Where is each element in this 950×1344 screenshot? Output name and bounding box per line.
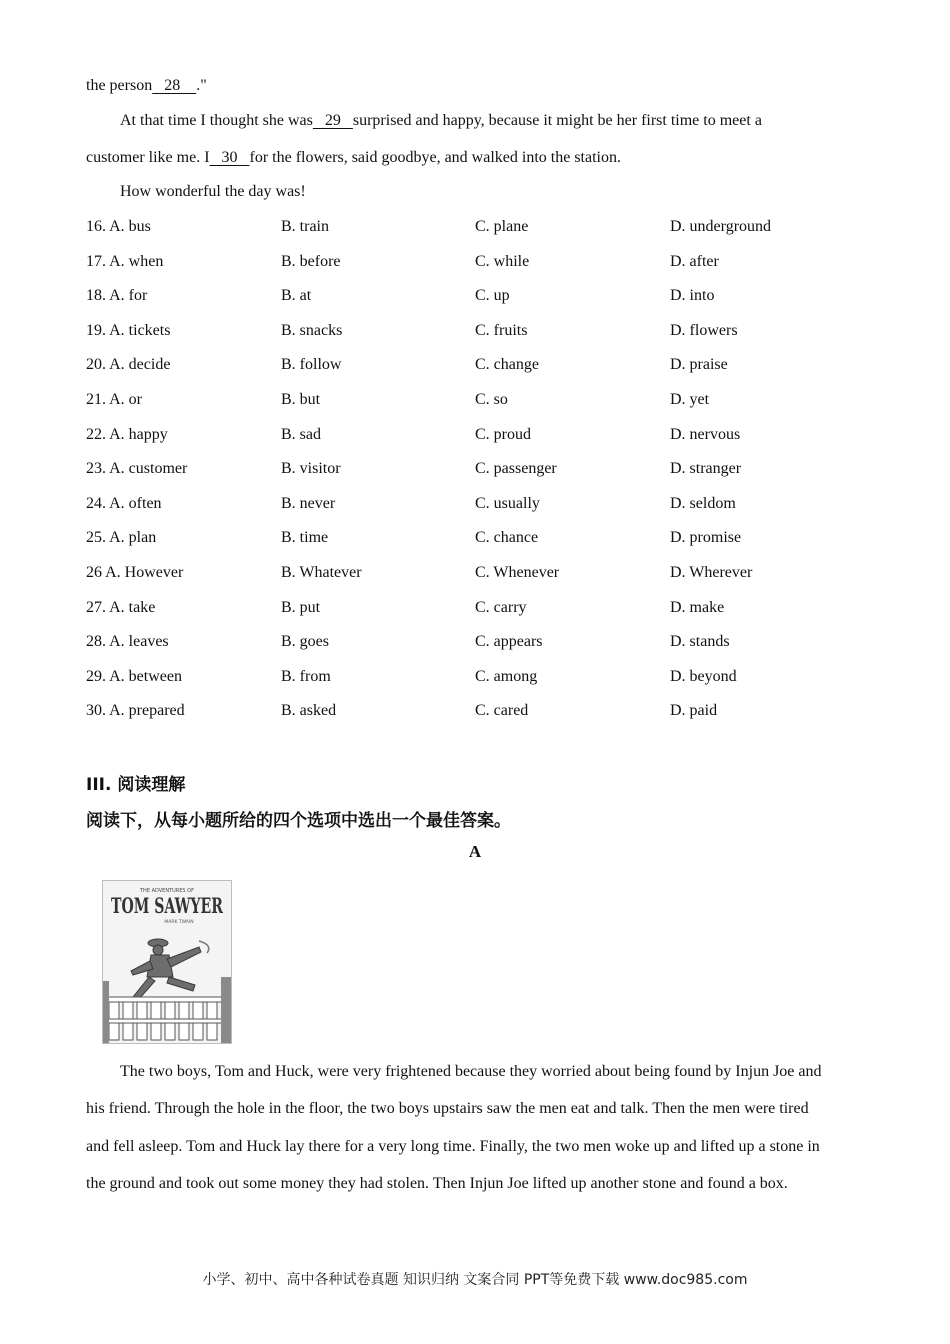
option-b: B. goes [281, 633, 329, 651]
option-b: B. never [281, 494, 336, 512]
option-d: D. make [670, 598, 725, 616]
option-c: C. passenger [475, 460, 557, 478]
passage-text: surprised and happy, because it might be her first time to meet a [352, 112, 762, 129]
option-a: 20. A. decide [86, 356, 171, 374]
option-c: C. cared [475, 702, 529, 720]
question-row [86, 632, 866, 652]
option-d: D. nervous [670, 425, 741, 443]
option-b: B. sad [281, 425, 321, 443]
option-b: B. at [281, 287, 312, 305]
option-c: C. proud [475, 425, 531, 443]
question-row [86, 390, 866, 410]
option-a: 26 A. However [86, 564, 184, 581]
question-row [86, 494, 866, 514]
passage-text: the person [86, 77, 153, 94]
passage-line-2 [120, 111, 762, 131]
option-a: 18. A. for [86, 287, 148, 305]
question-row [86, 217, 866, 237]
option-d: D. stranger [670, 460, 742, 478]
option-d: D. seldom [670, 494, 736, 512]
blank-30: 30 [221, 149, 238, 166]
option-b: B. follow [281, 356, 342, 374]
option-c: C. among [475, 667, 538, 685]
option-a: 22. A. happy [86, 425, 168, 443]
part-label: A [468, 842, 482, 861]
book-cover-illustration [103, 881, 231, 1043]
question-row [86, 252, 866, 272]
blank-29: 29 [324, 112, 341, 129]
book-cover-author: MARK TWAIN [164, 920, 194, 925]
option-c: C. usually [475, 494, 540, 512]
reading-paragraph-line-4: the ground and took out some money they had stolen. Then Injun Joe lifted up another stone and found a box. [86, 1175, 788, 1192]
option-c: C. plane [475, 218, 529, 235]
option-a: 27. A. take [86, 598, 156, 616]
option-b: B. Whatever [281, 564, 362, 581]
passage-text: customer like me. I [86, 149, 210, 166]
option-a: 30. A. prepared [86, 702, 185, 720]
footer-text: 小学、初中、高中各种试卷真题 知识归纳 文案合同 PPT等免费下载 www.doc985.com [202, 1272, 748, 1288]
option-b: B. train [281, 218, 329, 235]
option-a: 23. A. customer [86, 460, 188, 478]
question-row [86, 563, 866, 583]
option-d: D. beyond [670, 667, 737, 685]
option-c: C. so [475, 391, 508, 408]
option-a: 16. A. bus [86, 218, 151, 235]
option-b: B. snacks [281, 321, 343, 339]
section-title: III. 阅读理解 [86, 775, 186, 795]
question-row [86, 598, 866, 618]
option-d: D. paid [670, 702, 718, 720]
passage-text: ." [196, 77, 207, 94]
blank-28: 28 [164, 77, 181, 94]
passage-text: At that time I thought she was [120, 112, 313, 129]
option-d: D. Wherever [670, 564, 753, 581]
question-row [86, 459, 866, 479]
passage-line-4: How wonderful the day was! [120, 183, 306, 200]
option-c: C. while [475, 252, 530, 270]
question-row [86, 286, 866, 306]
section-instruction: 阅读下，从每小题所给的四个选项中选出一个最佳答案。 [86, 811, 511, 831]
question-row [86, 355, 866, 375]
option-b: B. visitor [281, 460, 341, 478]
option-d: D. praise [670, 356, 728, 374]
reading-paragraph-line-1: The two boys, Tom and Huck, were very frightened because they worried about being found by Injun Joe and [120, 1063, 822, 1080]
passage-text: for the flowers, said goodbye, and walked into the station. [249, 149, 621, 166]
question-row [86, 701, 866, 721]
option-a: 17. A. when [86, 252, 164, 270]
option-a: 19. A. tickets [86, 321, 171, 339]
option-c: C. up [475, 287, 510, 305]
passage-line-1 [86, 76, 207, 96]
option-b: B. asked [281, 702, 337, 720]
reading-paragraph-line-2: his friend. Through the hole in the floor, the two boys upstairs saw the men eat and talk. Then the men were tired [86, 1100, 809, 1117]
option-d: D. after [670, 252, 719, 270]
book-cover-top-text: THE ADVENTURES OF [140, 888, 194, 894]
option-a: 29. A. between [86, 667, 182, 685]
option-a: 24. A. often [86, 494, 162, 512]
option-d: D. promise [670, 529, 742, 547]
option-b: B. but [281, 391, 321, 408]
option-c: C. appears [475, 633, 543, 651]
book-cover-image [102, 880, 232, 1044]
option-a: 21. A. or [86, 391, 142, 408]
option-b: B. before [281, 252, 341, 270]
option-b: B. time [281, 529, 329, 547]
option-d: D. flowers [670, 321, 738, 339]
option-a: 25. A. plan [86, 529, 157, 547]
option-b: B. from [281, 667, 331, 685]
option-c: C. change [475, 356, 539, 374]
option-b: B. put [281, 598, 321, 616]
option-d: D. yet [670, 391, 710, 408]
option-a: 28. A. leaves [86, 633, 169, 651]
option-d: D. into [670, 287, 715, 305]
question-row [86, 528, 866, 548]
question-row [86, 321, 866, 341]
passage-line-3 [86, 148, 621, 168]
book-cover-title: TOM SAWYER [111, 893, 224, 918]
option-c: C. fruits [475, 321, 528, 339]
option-d: D. underground [670, 218, 772, 235]
option-c: C. carry [475, 598, 527, 616]
reading-paragraph-line-3: and fell asleep. Tom and Huck lay there for a very long time. Finally, the two men woke up and lifted up a stone in [86, 1138, 820, 1155]
question-row [86, 425, 866, 445]
option-c: C. Whenever [475, 564, 560, 581]
option-c: C. chance [475, 529, 539, 547]
option-d: D. stands [670, 633, 730, 651]
question-row [86, 667, 866, 687]
